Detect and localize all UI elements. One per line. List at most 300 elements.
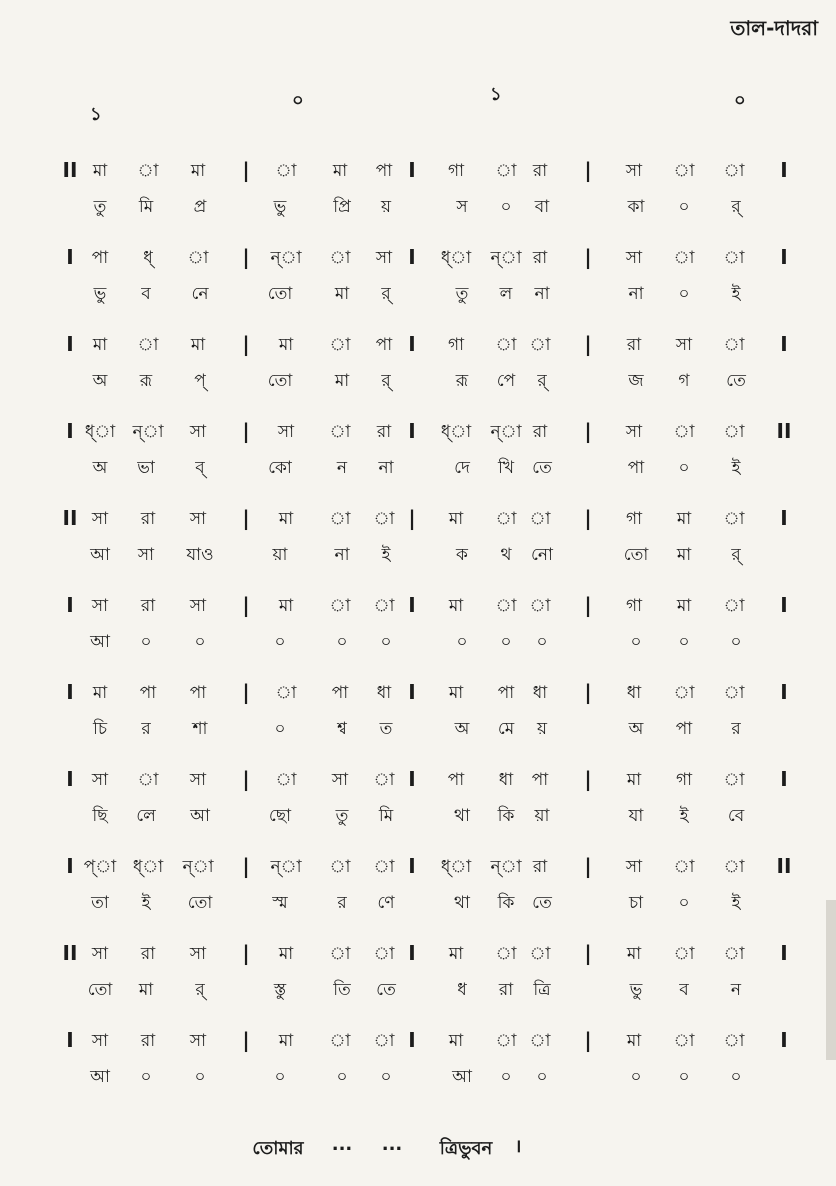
bar-line: I (780, 767, 788, 791)
swara-note: মা (278, 1031, 294, 1051)
swara-note: ন্া (270, 857, 302, 877)
beat-marker: ০ (734, 90, 746, 111)
bar-line: | (584, 767, 592, 791)
swara-note: ধা (498, 770, 514, 790)
lyric-syllable: প্ (194, 371, 206, 391)
lyric-syllable: দে (454, 458, 470, 478)
swara-note: মা (448, 596, 464, 616)
swara-note: সা (625, 161, 643, 181)
swara-note: া (495, 161, 517, 181)
swara-note: সা (277, 422, 295, 442)
bar-line: I (780, 941, 788, 965)
lyric-syllable: ব (679, 980, 689, 1000)
bar-line: I (408, 680, 416, 704)
lyric-syllable: ভু (629, 980, 643, 1000)
lyric-syllable: ০ (500, 1067, 512, 1087)
lyric-syllable: ব (141, 284, 151, 304)
lyric-syllable: ০ (678, 1067, 690, 1087)
lyric-line (0, 1064, 836, 1096)
beat-marker: ১ (90, 104, 102, 125)
swara-note: া (723, 683, 745, 703)
lyric-syllable: ছো (268, 806, 292, 826)
lyric-syllable: পা (675, 719, 693, 739)
lyric-syllable: প্র (193, 197, 207, 217)
bar-line: I (408, 767, 416, 791)
lyric-syllable: র (141, 719, 151, 739)
swara-line (0, 680, 836, 712)
page-header-tala: তাল-দাদরা (730, 16, 818, 40)
swara-note: মা (448, 683, 464, 703)
bar-line: I (408, 419, 416, 443)
swara-note: পা (531, 770, 549, 790)
lyric-syllable: না (334, 545, 350, 565)
swara-note: গা (625, 509, 643, 529)
swara-note: পা (91, 248, 109, 268)
swara-note: ধা (532, 683, 548, 703)
swara-note: রা (140, 1031, 156, 1051)
swara-note: া (495, 596, 517, 616)
bar-line: | (242, 1028, 250, 1052)
swara-note: মা (278, 509, 294, 529)
swara-note: া (329, 335, 351, 355)
lyric-syllable: অ (628, 719, 644, 739)
swara-note: া (275, 770, 297, 790)
bar-line: I (408, 593, 416, 617)
bar-line: | (242, 941, 250, 965)
footer-end: ত্রিভুবন (439, 1138, 493, 1159)
swara-note: ধা (376, 683, 392, 703)
swara-note: া (673, 1031, 695, 1051)
lyric-syllable: ০ (730, 1067, 742, 1087)
swara-note: ধ্া (440, 857, 472, 877)
lyric-syllable: তে (726, 371, 746, 391)
swara-note: া (373, 770, 395, 790)
swara-note: প্া (83, 857, 117, 877)
bar-line: | (408, 506, 416, 530)
lyric-syllable: তে (376, 980, 396, 1000)
lyric-syllable: কা (627, 197, 645, 217)
swara-note: সা (675, 335, 693, 355)
lyric-syllable: ০ (380, 632, 392, 652)
lyric-line (0, 977, 836, 1009)
footer-dots: ... (381, 1134, 403, 1155)
lyric-syllable: মা (138, 980, 154, 1000)
bar-line: I (780, 158, 788, 182)
bar-line: I (780, 506, 788, 530)
swara-note: া (673, 248, 695, 268)
lyric-syllable: তো (267, 284, 293, 304)
lyric-syllable: থ (500, 545, 512, 565)
swara-note: ধ্ (143, 248, 153, 268)
swara-note: পা (139, 683, 157, 703)
swara-note: গা (447, 161, 465, 181)
swara-note: রা (532, 161, 548, 181)
swara-note: া (329, 596, 351, 616)
lyric-syllable: কি (497, 806, 515, 826)
lyric-line (0, 716, 836, 748)
lyric-syllable: ০ (274, 1067, 286, 1087)
lyric-syllable: ০ (536, 632, 548, 652)
swara-note: রা (532, 248, 548, 268)
bar-line: I (408, 332, 416, 356)
beat-marker: ১ (490, 84, 502, 105)
lyric-syllable: যাও (186, 545, 214, 565)
lyric-syllable: ০ (274, 719, 286, 739)
swara-line (0, 1028, 836, 1060)
lyric-syllable: ত্রি (533, 980, 551, 1000)
swara-line (0, 506, 836, 538)
swara-note: া (373, 596, 395, 616)
bar-line: I (66, 419, 74, 443)
lyric-syllable: তো (187, 893, 213, 913)
swara-note: রা (532, 857, 548, 877)
swara-note: মা (448, 509, 464, 529)
swara-note: া (723, 596, 745, 616)
lyric-syllable: বা (534, 197, 550, 217)
lyric-syllable: পে (496, 371, 516, 391)
swara-note: মা (448, 944, 464, 964)
bar-line: I (408, 245, 416, 269)
swara-note: সা (189, 422, 207, 442)
swara-note: ন্া (490, 422, 522, 442)
notation-system (0, 593, 836, 675)
swara-note: া (329, 248, 351, 268)
swara-note: া (137, 161, 159, 181)
lyric-syllable: ০ (194, 1067, 206, 1087)
lyric-line (0, 194, 836, 226)
bar-line: II (62, 158, 78, 182)
bar-line: I (780, 593, 788, 617)
lyric-syllable: আ (90, 545, 110, 565)
lyric-syllable: ভু (273, 197, 287, 217)
bar-line: | (242, 854, 250, 878)
swara-note: মা (626, 1031, 642, 1051)
swara-note: পা (447, 770, 465, 790)
swara-note: া (723, 161, 745, 181)
lyric-syllable: প্রি (333, 197, 351, 217)
swara-line (0, 941, 836, 973)
bar-line: I (408, 941, 416, 965)
swara-note: মা (278, 944, 294, 964)
swara-note: মা (448, 1031, 464, 1051)
lyric-syllable: নো (531, 545, 553, 565)
swara-note: ধ্া (440, 248, 472, 268)
swara-note: া (373, 509, 395, 529)
lyric-syllable: র্ (195, 980, 205, 1000)
lyric-syllable: তে (532, 458, 552, 478)
lyric-syllable: স (456, 197, 468, 217)
lyric-line (0, 890, 836, 922)
swara-note: পা (189, 683, 207, 703)
swara-note: া (329, 944, 351, 964)
swara-note: মা (190, 161, 206, 181)
swara-note: ধা (626, 683, 642, 703)
swara-note: সা (91, 596, 109, 616)
lyric-syllable: পা (627, 458, 645, 478)
bar-line: I (780, 680, 788, 704)
swara-note: া (723, 509, 745, 529)
lyric-syllable: য়া (534, 806, 550, 826)
lyric-syllable: র (337, 893, 347, 913)
lyric-syllable: ০ (500, 632, 512, 652)
swara-note: া (529, 335, 551, 355)
bar-line: | (242, 419, 250, 443)
bar-line: I (780, 1028, 788, 1052)
swara-note: া (373, 857, 395, 877)
lyric-syllable: স্ম (272, 893, 288, 913)
swara-note: া (329, 422, 351, 442)
swara-note: রা (140, 944, 156, 964)
lyric-syllable: থা (454, 893, 470, 913)
swara-note: া (329, 509, 351, 529)
swara-note: মা (190, 335, 206, 355)
bar-line: II (62, 941, 78, 965)
swara-note: সা (189, 1031, 207, 1051)
notation-system (0, 506, 836, 588)
bar-line: | (242, 158, 250, 182)
lyric-line (0, 368, 836, 400)
swara-note: ধ্া (132, 857, 164, 877)
lyric-syllable: তে (532, 893, 552, 913)
lyric-syllable: রা (498, 980, 514, 1000)
lyric-syllable: ছি (92, 806, 108, 826)
footer-end-mark: । (514, 1136, 522, 1157)
lyric-syllable: শা (192, 719, 208, 739)
lyric-syllable: মা (334, 371, 350, 391)
notation-system (0, 767, 836, 849)
footer-dots: ... (331, 1134, 353, 1155)
lyric-syllable: মে (497, 719, 515, 739)
lyric-syllable: ০ (678, 197, 690, 217)
notation-system (0, 245, 836, 327)
lyric-syllable: ক (456, 545, 468, 565)
lyric-line (0, 542, 836, 574)
bar-line: | (242, 593, 250, 617)
swara-note: া (673, 857, 695, 877)
swara-note: া (529, 1031, 551, 1051)
lyric-syllable: ই (141, 893, 151, 913)
lyric-syllable: অ (454, 719, 470, 739)
bar-line: I (780, 245, 788, 269)
lyric-syllable: সা (137, 545, 155, 565)
lyric-syllable: ০ (500, 197, 512, 217)
swara-line (0, 332, 836, 364)
lyric-syllable: ই (381, 545, 391, 565)
swara-note: া (673, 161, 695, 181)
bar-line: II (776, 419, 792, 443)
swara-note: পা (497, 683, 515, 703)
swara-note: সা (625, 422, 643, 442)
swara-note: া (373, 944, 395, 964)
lyric-syllable: তু (455, 284, 469, 304)
footer-start: তোমার (252, 1138, 304, 1159)
lyric-syllable: তি (333, 980, 351, 1000)
lyric-syllable: জ (628, 371, 644, 391)
lyric-line (0, 629, 836, 661)
beat-marker-row (0, 78, 836, 125)
lyric-syllable: ০ (730, 632, 742, 652)
swara-note: া (329, 1031, 351, 1051)
swara-note: সা (189, 596, 207, 616)
lyric-syllable: মা (334, 284, 350, 304)
lyric-syllable: র্ (731, 197, 741, 217)
lyric-syllable: বে (727, 806, 745, 826)
notation-system (0, 158, 836, 240)
lyric-syllable: ০ (274, 632, 286, 652)
swara-note: ধ্া (440, 422, 472, 442)
lyric-syllable: য় (380, 197, 392, 217)
swara-line (0, 854, 836, 886)
notation-system (0, 854, 836, 936)
lyric-syllable: তো (87, 980, 113, 1000)
bar-line: | (584, 245, 592, 269)
swara-note: া (723, 1031, 745, 1051)
lyric-syllable: খি (497, 458, 515, 478)
lyric-syllable: ০ (380, 1067, 392, 1087)
lyric-syllable: ০ (140, 1067, 152, 1087)
lyric-syllable: লে (136, 806, 156, 826)
swara-note: ধ্া (84, 422, 116, 442)
lyric-syllable: নে (191, 284, 209, 304)
lyric-syllable: র্ (537, 371, 547, 391)
beat-marker: ০ (292, 90, 304, 111)
notation-system (0, 332, 836, 414)
lyric-syllable: যা (628, 806, 644, 826)
lyric-syllable: ০ (336, 632, 348, 652)
bar-line: | (242, 506, 250, 530)
swara-note: পা (375, 161, 393, 181)
lyric-syllable: ই (679, 806, 689, 826)
swara-note: া (137, 770, 159, 790)
swara-note: া (723, 944, 745, 964)
bar-line: | (584, 941, 592, 965)
swara-note: সা (331, 770, 349, 790)
lyric-syllable: র্ (731, 545, 741, 565)
swara-note: া (723, 422, 745, 442)
swara-note: মা (92, 335, 108, 355)
lyric-syllable: ভু (93, 284, 107, 304)
lyric-syllable: ধ (457, 980, 467, 1000)
lyric-syllable: ০ (678, 632, 690, 652)
swara-note: া (373, 1031, 395, 1051)
swara-line (0, 158, 836, 190)
page-edge-shadow (826, 900, 836, 1060)
swara-note: মা (332, 161, 348, 181)
lyric-syllable: ত (379, 719, 393, 739)
swara-note: া (723, 770, 745, 790)
swara-note: গা (675, 770, 693, 790)
swara-note: ন্া (490, 248, 522, 268)
lyric-syllable: ০ (678, 284, 690, 304)
swara-note: ন্া (132, 422, 164, 442)
lyric-syllable: তা (91, 893, 109, 913)
bar-line: I (66, 245, 74, 269)
swara-note: পা (375, 335, 393, 355)
swara-note: রা (376, 422, 392, 442)
bar-line: I (408, 1028, 416, 1052)
bar-line: | (242, 245, 250, 269)
lyric-syllable: ন (730, 980, 742, 1000)
lyric-syllable: তু (335, 806, 349, 826)
lyric-syllable: অ (92, 458, 108, 478)
bar-line: | (242, 767, 250, 791)
swara-note: গা (447, 335, 465, 355)
swara-note: া (495, 944, 517, 964)
lyric-syllable: তু (93, 197, 107, 217)
lyric-syllable: চা (628, 893, 644, 913)
swara-note: া (187, 248, 209, 268)
lyric-line (0, 803, 836, 835)
lyric-line (0, 455, 836, 487)
lyric-syllable: র্ (381, 284, 391, 304)
lyric-syllable: ন (336, 458, 348, 478)
swara-note: রা (140, 509, 156, 529)
lyric-syllable: ০ (630, 632, 642, 652)
notation-system (0, 941, 836, 1023)
lyric-syllable: শ্ব (337, 719, 347, 739)
swara-note: া (275, 161, 297, 181)
bar-line: | (584, 332, 592, 356)
lyric-syllable: আ (190, 806, 210, 826)
swara-note: া (495, 335, 517, 355)
swara-note: া (529, 944, 551, 964)
bar-line: I (780, 332, 788, 356)
swara-note: া (673, 944, 695, 964)
swara-note: সা (189, 770, 207, 790)
swara-note: া (529, 596, 551, 616)
lyric-syllable: রূ (139, 371, 153, 391)
swara-note: া (329, 857, 351, 877)
swara-line (0, 245, 836, 277)
swara-note: সা (625, 857, 643, 877)
swara-note: রা (140, 596, 156, 616)
lyric-syllable: ল (499, 284, 513, 304)
lyric-syllable: ০ (678, 458, 690, 478)
swara-note: ন্া (182, 857, 214, 877)
bar-line: | (584, 506, 592, 530)
lyric-syllable: য়া (272, 545, 288, 565)
lyric-syllable: য় (536, 719, 548, 739)
lyric-syllable: র্ (381, 371, 391, 391)
lyric-syllable: তো (267, 371, 293, 391)
lyric-syllable: গ (678, 371, 690, 391)
bar-line: | (584, 854, 592, 878)
swara-note: মা (278, 335, 294, 355)
swara-note: া (529, 509, 551, 529)
bar-line: II (776, 854, 792, 878)
swara-note: সা (91, 1031, 109, 1051)
lyric-syllable: স্তু (273, 980, 287, 1000)
lyric-syllable: মি (378, 806, 394, 826)
bar-line: | (242, 332, 250, 356)
swara-note: া (673, 422, 695, 442)
bar-line: | (242, 680, 250, 704)
bar-line: I (66, 680, 74, 704)
lyric-syllable: আ (90, 632, 110, 652)
swara-note: মা (92, 683, 108, 703)
swara-note: সা (189, 509, 207, 529)
swara-note: া (673, 683, 695, 703)
bar-line: I (408, 158, 416, 182)
swara-note: া (723, 857, 745, 877)
swara-note: া (723, 248, 745, 268)
swara-note: া (723, 335, 745, 355)
bar-line: | (584, 680, 592, 704)
swara-note: রা (532, 422, 548, 442)
swara-line (0, 593, 836, 625)
lyric-syllable: না (628, 284, 644, 304)
lyric-syllable: ই (731, 284, 741, 304)
